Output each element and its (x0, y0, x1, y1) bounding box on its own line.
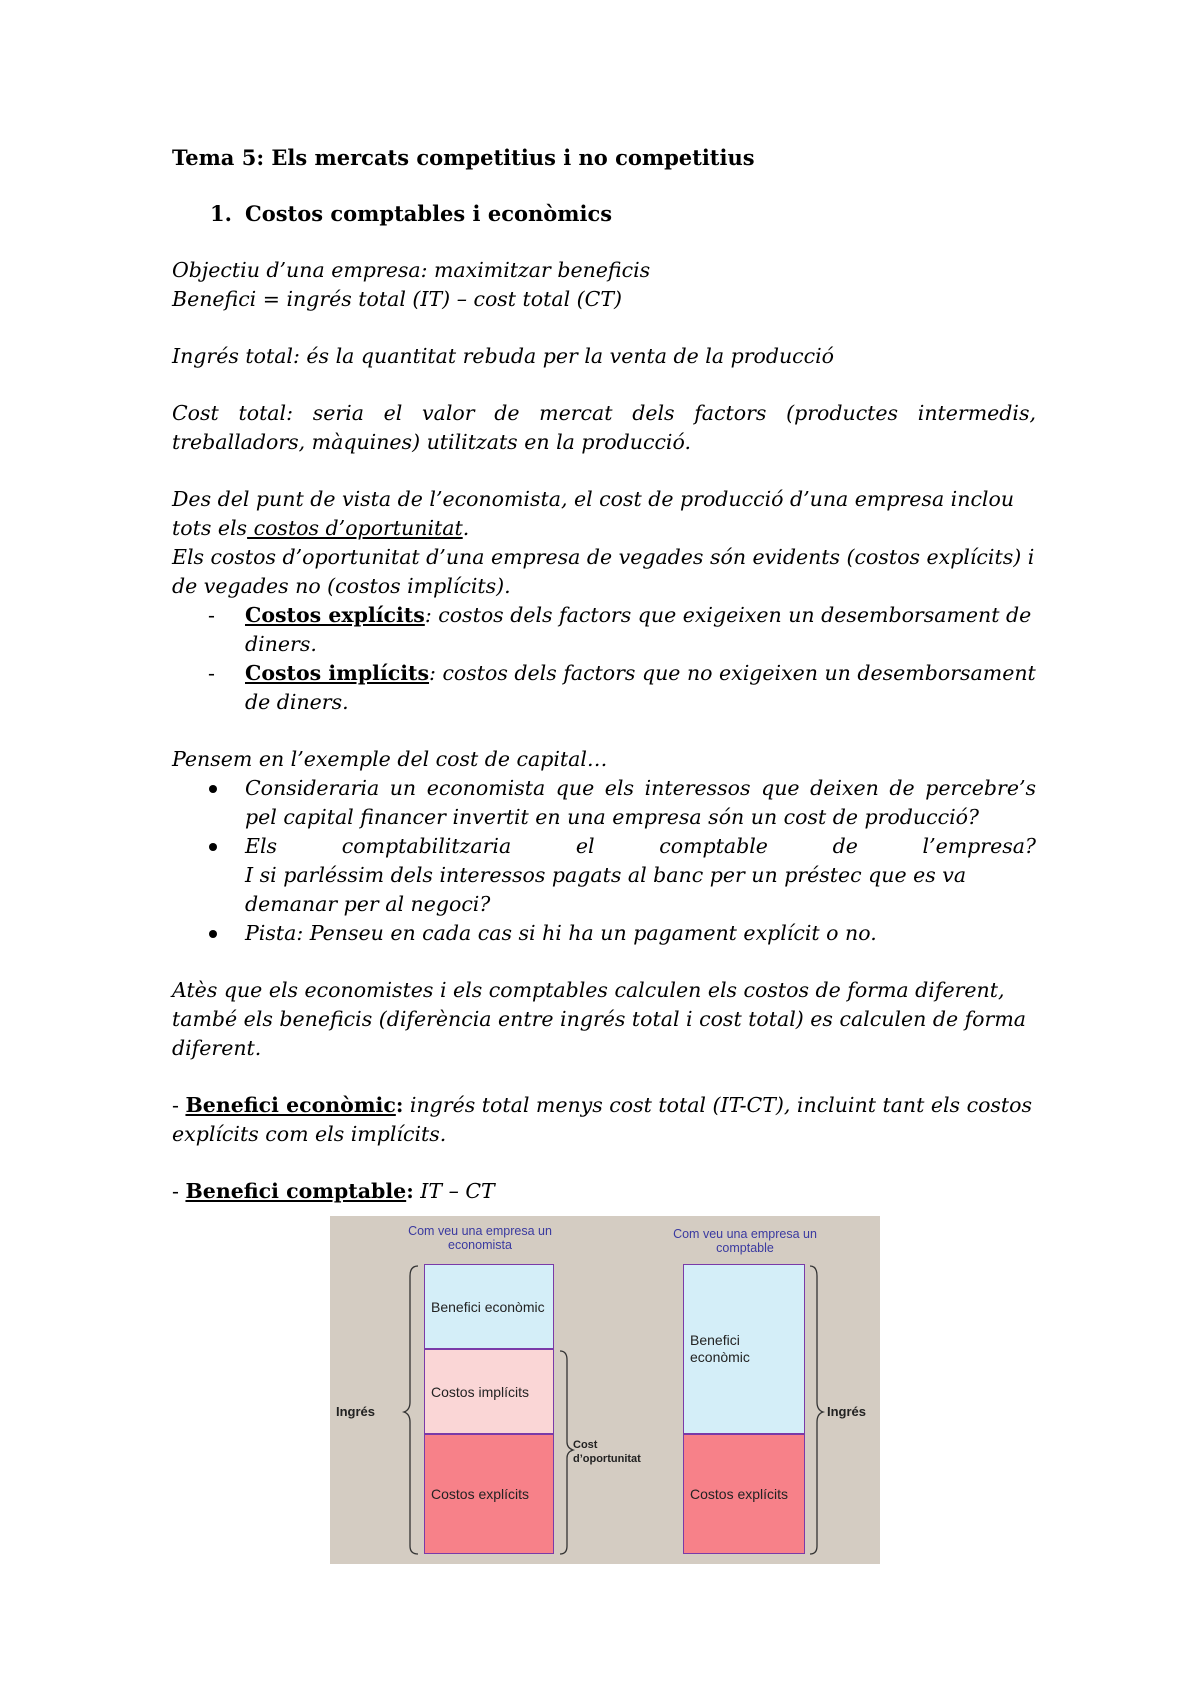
list-item (172, 659, 1036, 717)
dash: - (172, 1179, 186, 1203)
benefici-economic-paragraph (172, 1091, 1036, 1149)
economist-paragraph (172, 485, 1036, 543)
benefici-comptable-desc: IT – CT (413, 1179, 495, 1203)
implicit-costs-desc: : costos dels factors que no exigeixen un desemborsament de diners. (245, 661, 1036, 714)
box-costos-explicits-right: Costos explícits (683, 1434, 805, 1554)
caption-comptable: Com veu una empresa un comptable (673, 1227, 817, 1255)
word: l’empresa? (922, 834, 1036, 858)
colon: : (395, 1093, 404, 1117)
page-title: Tema 5: Els mercats competitius i no competitius (172, 145, 755, 170)
colon: : (406, 1179, 414, 1203)
intro-objective: Objectiu d’una empresa: maximitzar beneficis (172, 258, 651, 282)
section-heading (210, 199, 1036, 228)
cost-comparison-figure (330, 1216, 880, 1564)
term-implicit-costs: Costos implícits (245, 661, 430, 685)
bullet-icon (209, 930, 217, 938)
ates-paragraph: Atès que els economistes i els comptables calculen els costos de forma diferent, també els beneficis (diferència entre ingrés total i cost total) es calculen de forma diferent. (172, 978, 1026, 1060)
box-benefici-economic-right: Benefici econòmic (683, 1264, 805, 1434)
capital-bullets (172, 774, 1036, 948)
label-ingres-right: Ingrés (827, 1404, 867, 1419)
economist-period: . (462, 516, 470, 540)
term-benefici-economic: Benefici econòmic (185, 1093, 396, 1117)
benefici-economic-desc: ingrés total menys cost total (IT-CT), incluint tant els costos explícits com els implícits. (172, 1093, 1033, 1146)
bullet-icon (209, 843, 217, 851)
caption-economist: Com veu una empresa un economista (408, 1224, 552, 1252)
label-cost-oportunitat: Cost d’oportunitat (573, 1439, 641, 1465)
brace-left-icon (404, 1266, 418, 1554)
term-benefici-comptable: Benefici comptable (185, 1179, 407, 1203)
word: comptabilitzaria (341, 834, 512, 858)
bullet-icon (209, 785, 217, 793)
word: de (832, 834, 858, 858)
brace-lines (330, 1216, 880, 1564)
dash-marker: - (208, 603, 215, 627)
bullet-text: I si parléssim dels interessos pagats al banc per un préstec que es va demanar per al negoci? (245, 863, 967, 916)
benefici-comptable-paragraph (172, 1177, 1036, 1206)
bullet-text: Pista: Penseu en cada cas si hi ha un pagament explícit o no. (245, 921, 877, 945)
ingres-total-definition: Ingrés total: és la quantitat rebuda per la venta de la producció (172, 344, 835, 368)
box-costos-explicits-left: Costos explícits (424, 1434, 554, 1554)
dash: - (172, 1093, 186, 1117)
brace-right-icon (810, 1266, 823, 1554)
document-body (172, 143, 1036, 1206)
list-item (172, 601, 1036, 659)
box-benefici-economic-left: Benefici econòmic (424, 1264, 554, 1349)
bullet-text: Consideraria un economista que els interessos que deixen de percebre’s pel capital financer invertit en una empresa són un cost de producció? (245, 776, 1036, 829)
economist-text: Des del punt de vista de l’economista, el cost de producció d’una empresa inclou tots els (172, 487, 1015, 540)
word: el (575, 834, 595, 858)
intro-formula: Benefici = ingrés total (IT) – cost total (CT) (172, 287, 623, 311)
word: Els (245, 834, 278, 858)
brace-middle-icon (560, 1351, 573, 1554)
cost-types-list (172, 601, 1036, 717)
explicit-costs-desc: : costos dels factors que exigeixen un desemborsament de diners. (245, 603, 1032, 656)
dash-marker: - (208, 661, 215, 685)
label-ingres-left: Ingrés (336, 1404, 376, 1419)
cost-total-definition: Cost total: seria el valor de mercat dels factors (productes intermedis, treballadors, màquines) utilitzats en la producció. (172, 401, 1036, 454)
opportunity-cost-link: costos d’oportunitat (247, 516, 463, 540)
list-item (172, 774, 1036, 832)
list-item (172, 832, 1036, 919)
list-item (172, 919, 1036, 948)
bullet-spread-line (245, 832, 1036, 861)
section-label: Costos comptables i econòmics (245, 201, 613, 226)
word: comptable (659, 834, 768, 858)
section-number: 1. (210, 201, 232, 226)
economist-paragraph-2: Els costos d’oportunitat d’una empresa de vegades són evidents (costos explícits) i de vegades no (costos implícits). (172, 545, 1035, 598)
term-explicit-costs: Costos explícits (245, 603, 425, 627)
capital-lead: Pensem en l’exemple del cost de capital… (172, 747, 608, 771)
box-costos-implicits: Costos implícits (424, 1349, 554, 1434)
